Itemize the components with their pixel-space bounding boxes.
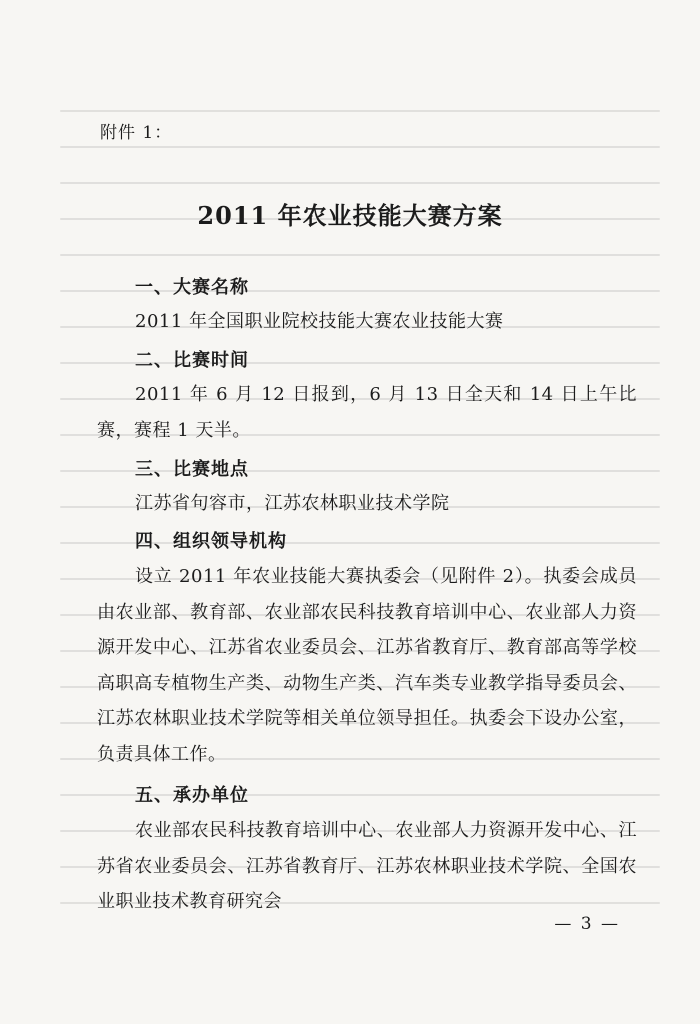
section-body-location: 江苏省句容市，江苏农林职业技术学院 [135,493,450,514]
section-heading-organization: 四、组织领导机构 [135,531,287,552]
section-body-organizer: 农业部农民科技教育培训中心、农业部人力资源开发中心、江苏省农业委员会、江苏省教育厅、江苏农林职业技术学院、全国农业职业技术教育研究会 [97,820,637,913]
section-heading-time: 二、比赛时间 [135,350,249,371]
section-heading-organizer: 五、承办单位 [135,785,249,806]
section-body-name: 2011 年全国职业院校技能大赛农业技能大赛 [135,311,504,332]
page-number: — 3 — [554,914,620,934]
attachment-label: 附件 1： [100,123,173,143]
section-heading-name: 一、大赛名称 [135,277,249,298]
section-body-organization: 设立 2011 年农业技能大赛执委会（见附件 2）。执委会成员由农业部、教育部、农业部农民科技教育培训中心、农业部人力资源开发中心、江苏省农业委员会、江苏省教育厅、教育部高等学校高职高专植物生产类、动物生产类、汽车类专业教学指导委员会、江苏农林职业技术学院等相关单位领导担任。执委会下设办公室，负责具体工作。 [97,566,637,765]
section-heading-location: 三、比赛地点 [135,459,249,480]
document-title: 2011 年农业技能大赛方案 [197,201,503,230]
section-body-time: 2011 年 6 月 12 日报到，6 月 13 日全天和 14 日上午比赛，赛程 1 天半。 [97,384,637,441]
